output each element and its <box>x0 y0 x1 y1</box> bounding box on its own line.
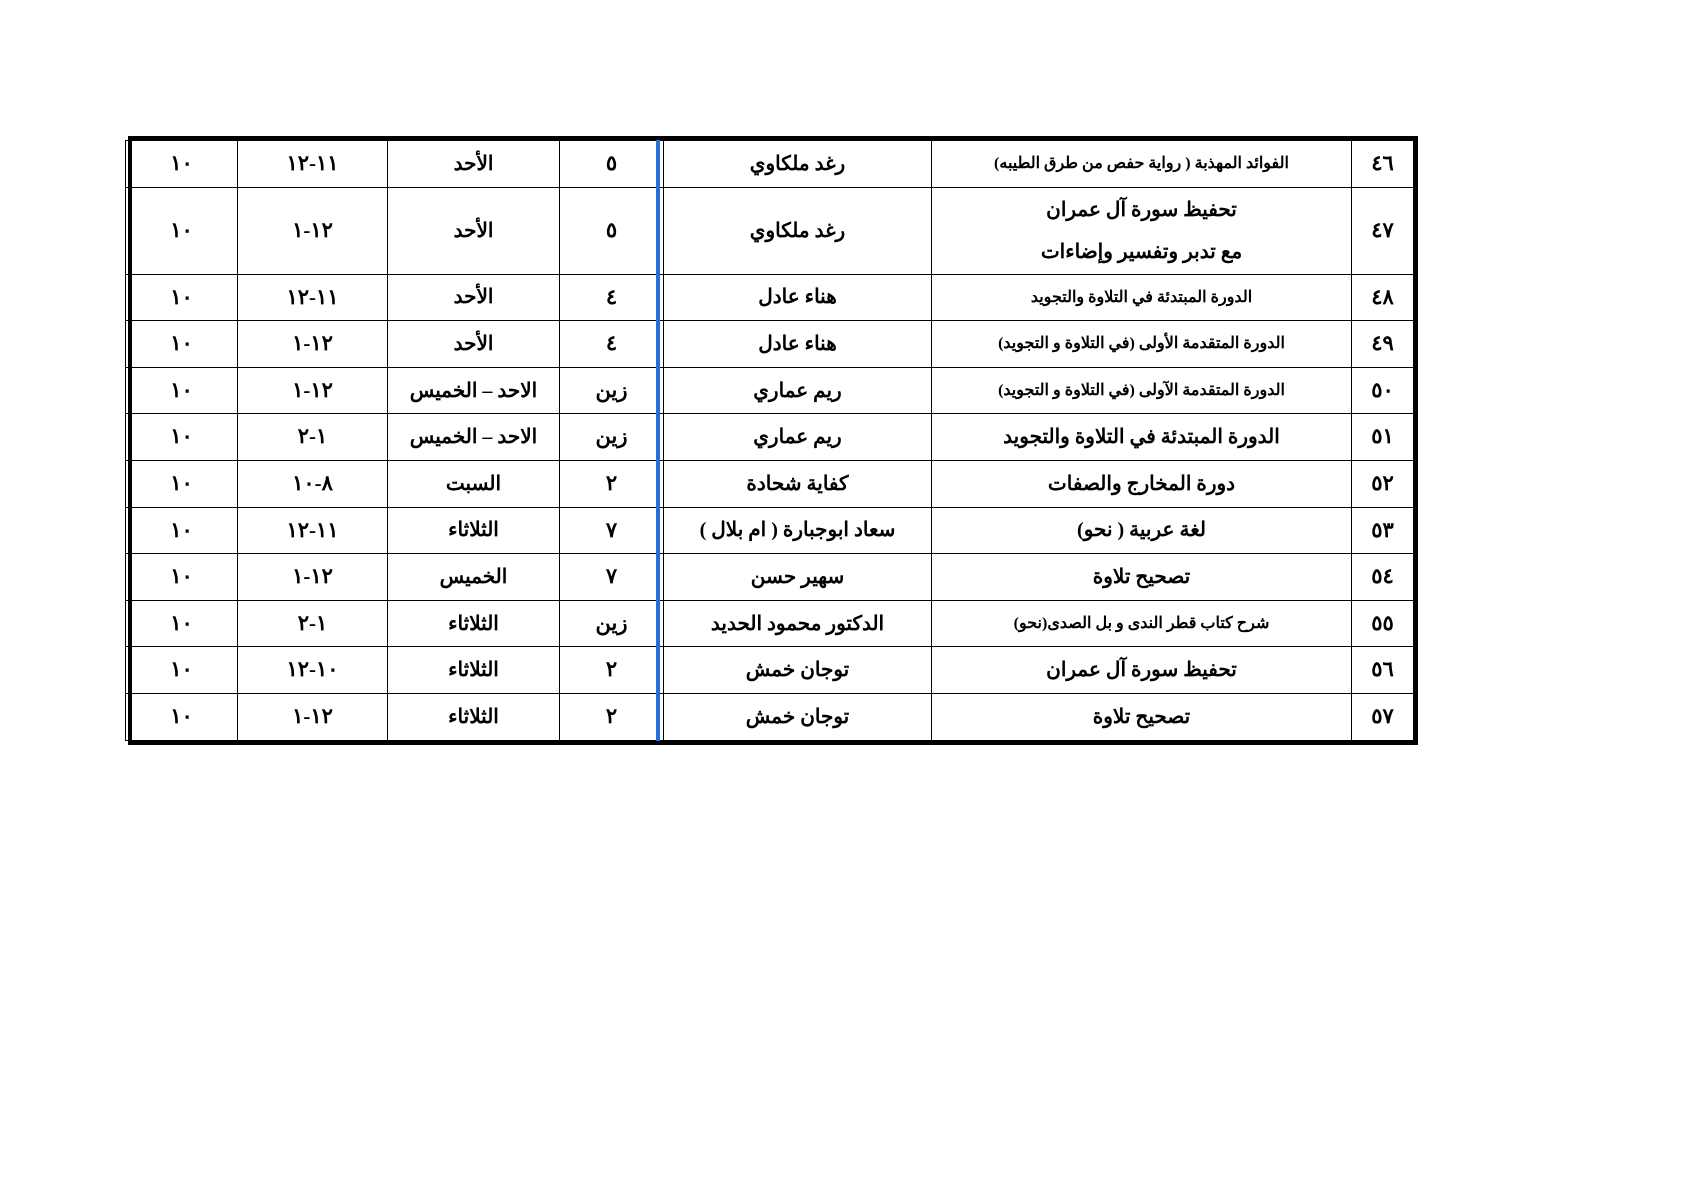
day-cell: الثلاثاء <box>388 693 560 740</box>
time-cell: ١٢-١ <box>238 367 388 414</box>
time-cell: ٨-١٠ <box>238 460 388 507</box>
teacher-name-cell: الدكتور محمود الحديد <box>664 600 932 647</box>
teacher-name-cell: رغد ملكاوي <box>664 187 932 274</box>
level-cell: زين <box>560 600 664 647</box>
time-cell: ١-٢ <box>238 600 388 647</box>
course-name-cell <box>932 414 1352 461</box>
schedule-table <box>125 140 1414 741</box>
level-cell: زين <box>560 367 664 414</box>
table-row <box>126 414 1414 461</box>
day-cell: الأحد <box>388 141 560 188</box>
level-cell: ٢ <box>560 460 664 507</box>
time-cell: ١٢-١ <box>238 693 388 740</box>
course-title-line: الدورة المبتدئة في التلاوة والتجويد <box>1030 288 1253 306</box>
course-title-line: تصحيح تلاوة <box>1092 705 1191 728</box>
teacher-name-cell: هناء عادل <box>664 274 932 321</box>
course-title-line: الفوائد المهذبة ( رواية حفص من طرق الطيبه) <box>994 155 1289 172</box>
count-cell: ١٠ <box>126 554 238 601</box>
time-cell: ١٢-١ <box>238 187 388 274</box>
count-cell: ١٠ <box>126 460 238 507</box>
teacher-name-cell: هناء عادل <box>664 321 932 368</box>
row-index-cell: ٤٩ <box>1352 321 1414 368</box>
time-cell: ١٢-١ <box>238 554 388 601</box>
schedule-table-container <box>128 136 1418 745</box>
level-cell: زين <box>560 414 664 461</box>
course-title-line: مع تدبر وتفسير وإضاءات <box>1040 240 1243 263</box>
row-index-cell: ٥٢ <box>1352 460 1414 507</box>
blue-vertical-rule <box>656 140 660 741</box>
table-row <box>126 554 1414 601</box>
course-title-line: الدورة المبتدئة في التلاوة والتجويد <box>1003 426 1280 449</box>
count-cell: ١٠ <box>126 600 238 647</box>
teacher-name-cell: كفاية شحادة <box>664 460 932 507</box>
teacher-name-cell: ريم عماري <box>664 414 932 461</box>
table-row <box>126 274 1414 321</box>
day-cell: الأحد <box>388 187 560 274</box>
row-index-cell: ٥٥ <box>1352 600 1414 647</box>
table-row <box>126 187 1414 274</box>
day-cell: الأحد <box>388 321 560 368</box>
level-cell: ٧ <box>560 554 664 601</box>
course-title-line: الدورة المتقدمة الأولى (في التلاوة و التجويد) <box>998 335 1285 353</box>
table-row <box>126 647 1414 694</box>
row-index-cell: ٤٦ <box>1352 141 1414 188</box>
course-name-cell <box>932 554 1352 601</box>
count-cell: ١٠ <box>126 414 238 461</box>
teacher-name-cell: رغد ملكاوي <box>664 141 932 188</box>
day-cell: السبت <box>388 460 560 507</box>
count-cell: ١٠ <box>126 693 238 740</box>
course-title-line: تحفيظ سورة آل عمران <box>1046 659 1237 682</box>
time-cell: ١٢-١ <box>238 321 388 368</box>
day-cell: الثلاثاء <box>388 507 560 554</box>
teacher-name-cell: سعاد ابوجبارة ( ام بلال ) <box>664 507 932 554</box>
teacher-name-cell: توجان خمش <box>664 693 932 740</box>
level-cell: ٤ <box>560 321 664 368</box>
table-row <box>126 600 1414 647</box>
level-cell: ٢ <box>560 647 664 694</box>
day-cell: الثلاثاء <box>388 600 560 647</box>
course-name-cell <box>932 507 1352 554</box>
row-index-cell: ٥٣ <box>1352 507 1414 554</box>
row-index-cell: ٥٦ <box>1352 647 1414 694</box>
count-cell: ١٠ <box>126 321 238 368</box>
course-title-line: تصحيح تلاوة <box>1092 565 1191 588</box>
time-cell: ١١-١٢ <box>238 507 388 554</box>
course-title-line: الدورة المتقدمة الآولى (في التلاوة و التجويد) <box>998 381 1285 399</box>
time-cell: ١١-١٢ <box>238 274 388 321</box>
course-name-cell <box>932 141 1352 188</box>
teacher-name-cell: ريم عماري <box>664 367 932 414</box>
count-cell: ١٠ <box>126 274 238 321</box>
row-index-cell: ٤٨ <box>1352 274 1414 321</box>
table-row <box>126 693 1414 740</box>
teacher-name-cell: توجان خمش <box>664 647 932 694</box>
course-name-cell <box>932 321 1352 368</box>
teacher-name-cell: سهير حسن <box>664 554 932 601</box>
level-cell: ٧ <box>560 507 664 554</box>
count-cell: ١٠ <box>126 647 238 694</box>
count-cell: ١٠ <box>126 507 238 554</box>
day-cell: الاحد – الخميس <box>388 414 560 461</box>
day-cell: الخميس <box>388 554 560 601</box>
course-title-line: تحفيظ سورة آل عمران <box>1046 198 1237 221</box>
course-title-line: دورة المخارج والصفات <box>1047 472 1236 495</box>
table-row <box>126 507 1414 554</box>
row-index-cell: ٤٧ <box>1352 187 1414 274</box>
row-index-cell: ٥٧ <box>1352 693 1414 740</box>
course-name-cell <box>932 647 1352 694</box>
schedule-table-body <box>126 141 1414 741</box>
level-cell: ٥ <box>560 141 664 188</box>
day-cell: الأحد <box>388 274 560 321</box>
table-row <box>126 141 1414 188</box>
course-name-cell <box>932 693 1352 740</box>
count-cell: ١٠ <box>126 141 238 188</box>
course-title-line: شرح كتاب قطر الندى و بل الصدى(نحو) <box>1013 614 1270 632</box>
day-cell: الثلاثاء <box>388 647 560 694</box>
course-name-cell <box>932 274 1352 321</box>
level-cell: ٤ <box>560 274 664 321</box>
course-title-line: لغة عربية ( نحو) <box>1077 519 1206 542</box>
course-name-cell <box>932 187 1352 274</box>
row-index-cell: ٥١ <box>1352 414 1414 461</box>
row-index-cell: ٥٤ <box>1352 554 1414 601</box>
row-index-cell: ٥٠ <box>1352 367 1414 414</box>
day-cell: الاحد – الخميس <box>388 367 560 414</box>
table-row <box>126 460 1414 507</box>
count-cell: ١٠ <box>126 367 238 414</box>
time-cell: ١١-١٢ <box>238 141 388 188</box>
level-cell: ٢ <box>560 693 664 740</box>
course-name-cell <box>932 367 1352 414</box>
course-name-cell <box>932 600 1352 647</box>
table-row <box>126 321 1414 368</box>
table-row <box>126 367 1414 414</box>
time-cell: ١٠-١٢ <box>238 647 388 694</box>
course-name-cell <box>932 460 1352 507</box>
time-cell: ١-٢ <box>238 414 388 461</box>
count-cell: ١٠ <box>126 187 238 274</box>
level-cell: ٥ <box>560 187 664 274</box>
